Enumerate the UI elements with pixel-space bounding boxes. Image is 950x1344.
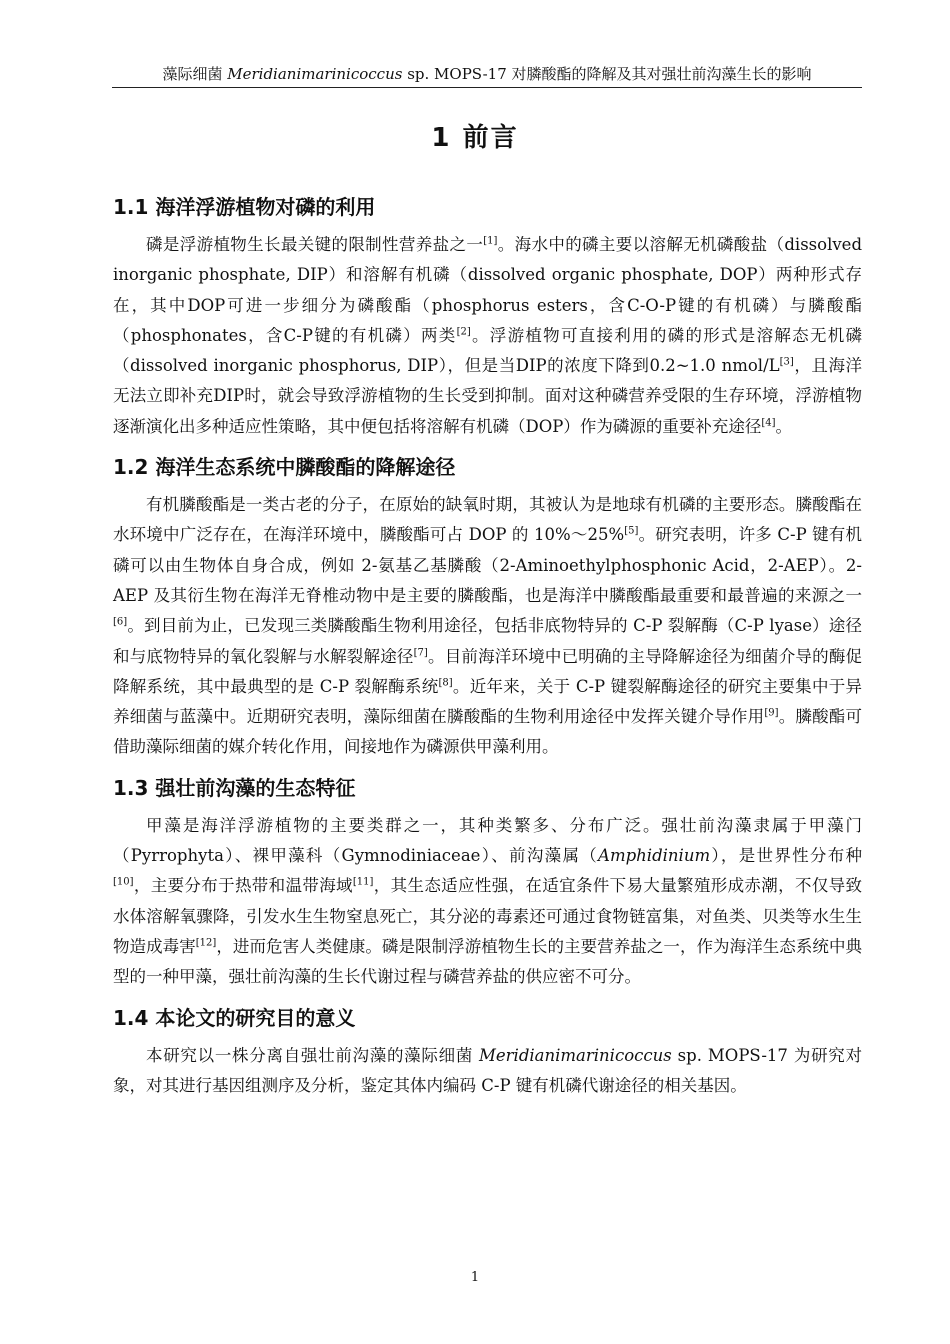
citation: [5] bbox=[624, 525, 639, 537]
citation: [6] bbox=[113, 616, 128, 628]
running-header-text: sp. MOPS-17 对膦酸酯的降解及其对强壮前沟藻生长的影响 bbox=[402, 65, 812, 83]
paragraph-text: sp. MOPS-17 为研究对象，对其进行基因组测序及分析，鉴定其体内编码 C-P 键有机磷代谢途径的相关基因。 bbox=[113, 1045, 863, 1095]
paragraph-text: 磷是浮游植物生长最关键的限制性营养盐之一 bbox=[146, 235, 484, 254]
citation: [11] bbox=[352, 876, 374, 888]
paragraph-text: ），是世界性分布种 bbox=[710, 846, 863, 866]
paragraph-text: 。 bbox=[775, 416, 793, 436]
paragraph-text: 。膦酸酯可借助藻际细菌的媒介转化作用，间接地作为磷源供甲藻利用。 bbox=[113, 707, 863, 757]
citation: [7] bbox=[413, 647, 428, 659]
citation: [9] bbox=[764, 707, 779, 719]
paragraph-text: 甲藻是海洋浮游植物的主要类群之一，其种类繁多、分布广泛。强壮前沟藻隶属于甲藻门（Pyrrophyta）、裸甲藻科（Gymnodiniaceae）、前沟藻属（ bbox=[113, 815, 862, 866]
citation: [3] bbox=[779, 356, 794, 368]
section-1-3-paragraph bbox=[113, 811, 862, 993]
section-heading-1-2: 1.2 海洋生态系统中膦酸酯的降解途径 bbox=[113, 455, 456, 480]
section-1-1-paragraph bbox=[113, 230, 862, 442]
running-header-species: Meridianimarinicoccus bbox=[227, 65, 403, 83]
paragraph-text: 。目前海洋环境中已明确的主导降解途径为细菌介导的酶促降解系统，其中最典型的是 C-P 裂解酶系统 bbox=[113, 646, 863, 696]
citation: [4] bbox=[761, 417, 776, 429]
paragraph-text: ，进而危害人类健康。磷是限制浮游植物生长的主要营养盐之一，作为海洋生态系统中典型的一种甲藻，强壮前沟藻的生长代谢过程与磷营养盐的供应密不可分。 bbox=[113, 936, 863, 987]
paragraph-text: 。近年来，关于 C-P 键裂解酶途径的研究主要集中于异养细菌与蓝藻中。近期研究表明，藻际细菌在膦酸酯的生物利用途径中发挥关键介导作用 bbox=[113, 676, 862, 727]
running-header bbox=[112, 64, 862, 88]
section-heading-1-1: 1.1 海洋浮游植物对磷的利用 bbox=[113, 195, 376, 219]
citation: [8] bbox=[438, 677, 453, 689]
citation: [2] bbox=[456, 326, 471, 338]
citation: [1] bbox=[483, 235, 498, 247]
genus-name: Amphidinium bbox=[598, 846, 711, 866]
species-name: Meridianimarinicoccus bbox=[479, 1045, 672, 1065]
section-heading-1-4: 1.4 本论文的研究目的意义 bbox=[113, 1005, 356, 1030]
paragraph-text: ，其生态适应性强，在适宜条件下易大量繁殖形成赤潮，不仅导致水体溶解氧骤降，引发水生生物窒息死亡，其分泌的毒素还可通过食物链富集，对鱼类、贝类等水生生物造成毒害 bbox=[113, 876, 863, 956]
paragraph-text: 。到目前为止，已发现三类膦酸酯生物利用途径，包括非底物特异的 C-P 裂解酶（C-P lyase）途径和与底物特异的氧化裂解与水解裂解途径 bbox=[113, 616, 862, 666]
page-body bbox=[113, 192, 862, 1111]
paragraph-text: 。浮游植物可直接利用的磷的形式是溶解态无机磷（dissolved inorganic phosphorus, DIP），但是当DIP的浓度下降到0.2~1.0 nmol/L bbox=[113, 325, 863, 376]
paragraph-text: ，且海洋无法立即补充DIP时，就会导致浮游植物的生长受到抑制。面对这种磷营养受限的生存环境，浮游植物逐渐演化出多种适应性策略，其中便包括将溶解有机磷（DOP）作为磷源的重要补充途径 bbox=[113, 356, 863, 436]
section-heading-1-3: 1.3 强壮前沟藻的生态特征 bbox=[113, 775, 356, 800]
paragraph-text: 有机膦酸酯是一类古老的分子，在原始的缺氧时期，其被认为是地球有机磷的主要形态。膦酸酯在水环境中广泛存在，在海洋环境中，膦酸酯可占 DOP 的 10%～25% bbox=[113, 495, 862, 545]
paragraph-text: 本研究以一株分离自强壮前沟藻的藻际细菌 bbox=[146, 1045, 479, 1065]
page-number: 1 bbox=[470, 1270, 480, 1285]
citation: [12] bbox=[195, 937, 217, 949]
section-1-2-paragraph bbox=[113, 490, 862, 763]
section-1-4-paragraph bbox=[113, 1041, 862, 1102]
paragraph-text: ，主要分布于热带和温带海域 bbox=[133, 876, 353, 896]
citation: [10] bbox=[113, 876, 134, 888]
chapter-title: 1 前言 bbox=[431, 123, 519, 153]
paragraph-text: 。研究表明，许多 C-P 键有机磷可以由生物体自身合成，例如 2-氨基乙基膦酸（2-Aminoethylphosphonic Acid，2-AEP）。2-AEP 及其衍生物在海洋无脊椎动物中是主要的膦酸酯，也是海洋中膦酸酯最重要和最普遍的来源之一 bbox=[113, 525, 862, 605]
running-header-text: 藻际细菌 bbox=[162, 65, 228, 83]
paragraph-text: 。海水中的磷主要以溶解无机磷酸盐（dissolved inorganic phosphate, DIP）和溶解有机磷（dissolved organic phosphate, DOP）两种形式存在，其中DOP可进一步细分为磷酸酯（phosphorus esters，含C-O-P键的有机磷）与膦酸酯（phosphonates，含C-P键的有机磷）两类 bbox=[113, 235, 863, 345]
